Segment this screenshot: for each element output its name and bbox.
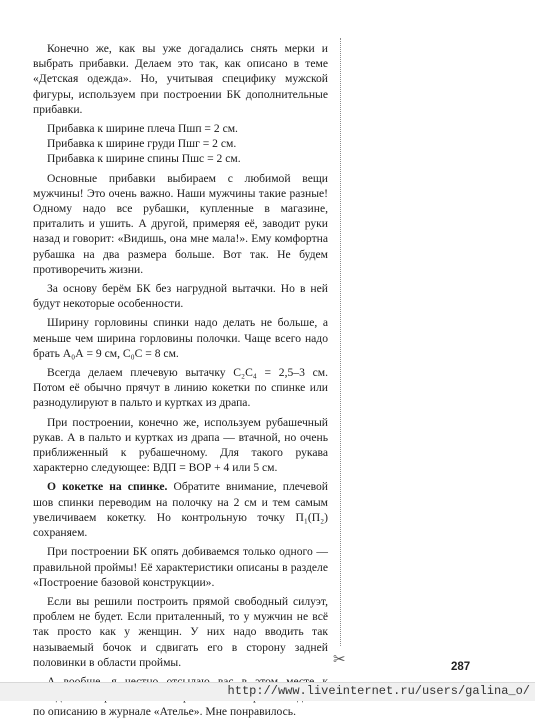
paragraph: При построении, конечно же, используем рубашечный рукав. А в пальто и куртках из драпа — втачной, но очень приближенный к рубашечному. Для такого рукава характерно следующее: ВДП = ВОР + 4 или 5 см. (33, 415, 328, 475)
source-url[interactable]: http://www.liveinternet.ru/users/galina_o/ (227, 684, 530, 698)
yoke-heading: О кокетке на спинке. (47, 480, 168, 494)
cut-line (340, 38, 341, 646)
paragraph: При построении БК опять добиваемся только одного — правильной проймы! Её характеристики описаны в разделе «Построение базовой конструкции». (33, 545, 328, 589)
allowance-item: Прибавка к ширине плеча Пшп = 2 см. (47, 122, 238, 136)
paragraph: по описанию в журнале «Ателье». Мне понравилось. (33, 705, 296, 719)
scissors-icon: ✂ (333, 650, 346, 668)
allowance-item: Прибавка к ширине груди Пшг = 2 см. (47, 137, 237, 151)
paragraph: За основу берём БК без нагрудной вытачки. Но в ней будут некоторые особенности. (33, 282, 328, 311)
paragraph: Основные прибавки выбираем с любимой вещи мужчины! Это очень важно. Наши мужчины такие разные! Одному надо все рубашки, купленные в магазине, приталить и ушить. А другой, примеряя её, заводит руки назад и говорит: «Видишь, она мне мала!». Ему комфортна рубашка на два размера больше. Вот так. Не будем противоречить жизни. (33, 171, 328, 276)
paragraph: Конечно же, как вы уже догадались снять мерки и выбрать прибавки. Делаем это так, как описано в теме «Детская одежда». Но, учитывая специфику мужской фигуры, используем при построении БК дополнительные прибавки. (33, 42, 328, 116)
paragraph: Ширину горловины спинки надо делать не больше, а меньше чем ширина горловины полочки. Чаще всего надо брать А₀А = 9 см, С₀С = 8 см. (33, 316, 328, 360)
paragraph: Если вы решили построить прямой свободный силуэт, проблем не будет. Если приталенный, то у мужчин не всё так просто как у женщин. У них надо вводить так называемый бочок и сдвигать его в сторону задней половинки в области проймы. (33, 594, 328, 669)
paragraph: Всегда делаем плечевую вытачку С₂С₄ = 2,5–3 см. Потом её обычно прячут в линию кокетки по спинке или разнодулируют в пальто и куртках из драпа. (33, 366, 328, 410)
page-number: 287 (451, 661, 471, 673)
paragraph (33, 479, 328, 540)
allowance-item: Прибавка к ширине спины Пшс = 2 см. (47, 152, 241, 166)
body-text (33, 41, 328, 724)
yoke-text: Обратите внимание, плечевой шов спинки переводим на полочку на 2 см и тем самым увеличиваем кокетку. Но контрольную точку П₁(П₂) сохраняем. (33, 480, 328, 540)
